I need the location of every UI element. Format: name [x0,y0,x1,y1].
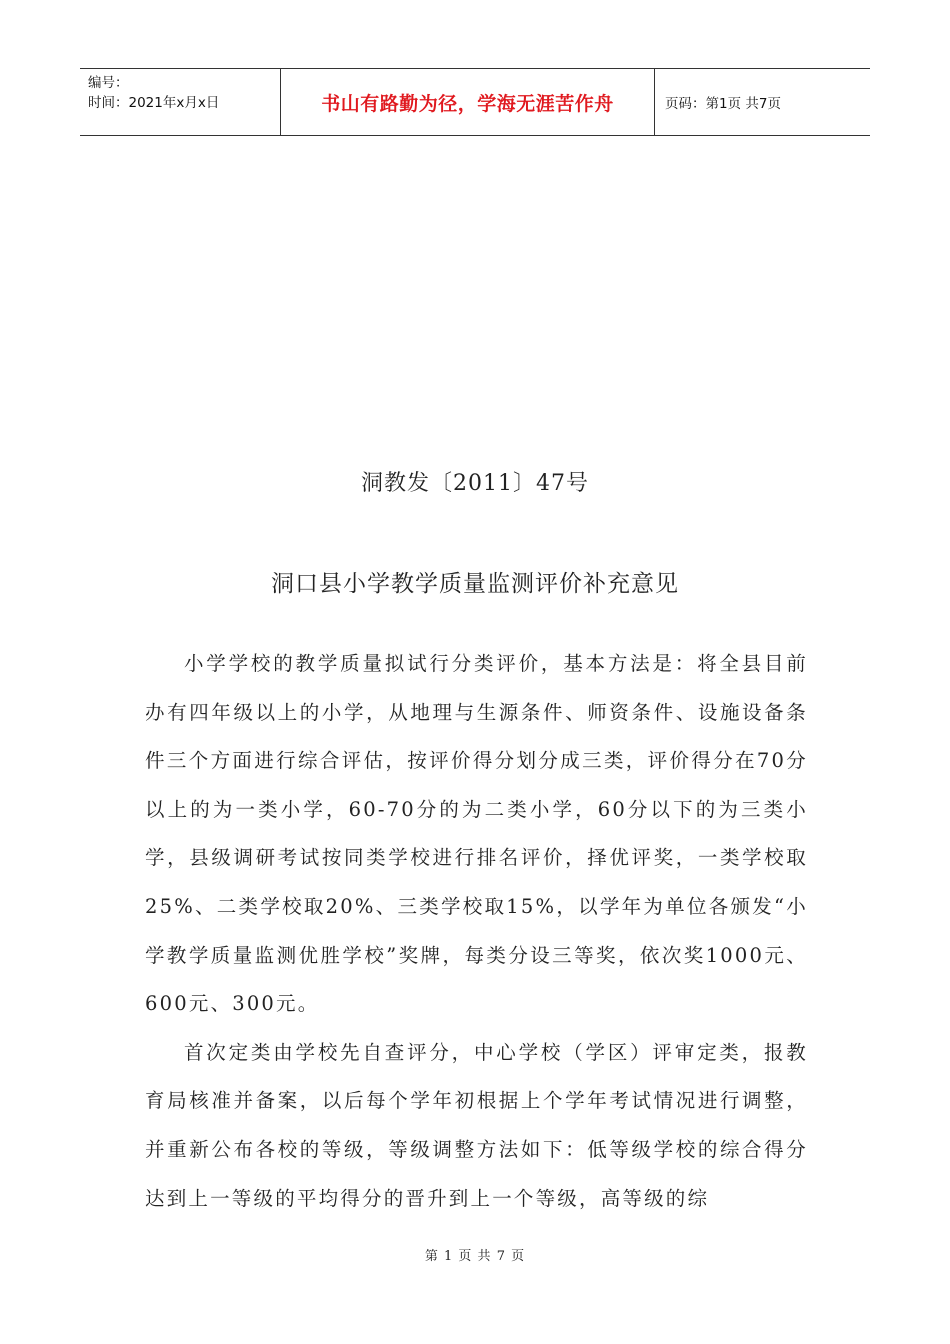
document-number: 洞教发〔2011〕47号 [361,471,589,496]
time-label: 时间：2021年x月x日 [88,95,220,111]
header-motto-cell [281,69,655,135]
header-meta-cell [80,69,281,135]
header-page-cell [655,69,870,135]
page-footer: 第 1 页 共 7 页 [424,1249,526,1264]
paragraph-1: 小学学校的教学质量拟试行分类评价，基本方法是：将全县目前办有四年级以上的小学，从地理与生源条件、师资条件、设施设备条件三个方面进行综合评估，按评价得分划分成三类，评价得分在70分以上的为一类小学，60-70分的为二类小学，60分以下的为三类小学，县级调研考试按同类学校进行排名评价，择优评奖，一类学校取25%、二类学校取20%、三类学校取15%，以学年为单位各颁发“小学教学质量监测优胜学校”奖牌，每类分设三等奖，依次奖1000元、600元、300元。 [145,652,808,1016]
document-body [145,640,808,1223]
paragraph-2: 首次定类由学校先自查评分，中心学校（学区）评审定类，报教育局核准并备案，以后每个学年初根据上个学年考试情况进行调整，并重新公布各校的等级，等级调整方法如下：低等级学校的综合得分达到上一等级的平均得分的晋升到上一个等级，高等级的综 [145,1040,808,1210]
number-label: 编号： [88,75,129,91]
page-label: 页码：第1页 共7页 [665,96,781,112]
motto-text: 书山有路勤为径，学海无涯苦作舟 [321,92,614,115]
header-table [80,68,870,136]
document-title: 洞口县小学教学质量监测评价补充意见 [271,571,679,597]
